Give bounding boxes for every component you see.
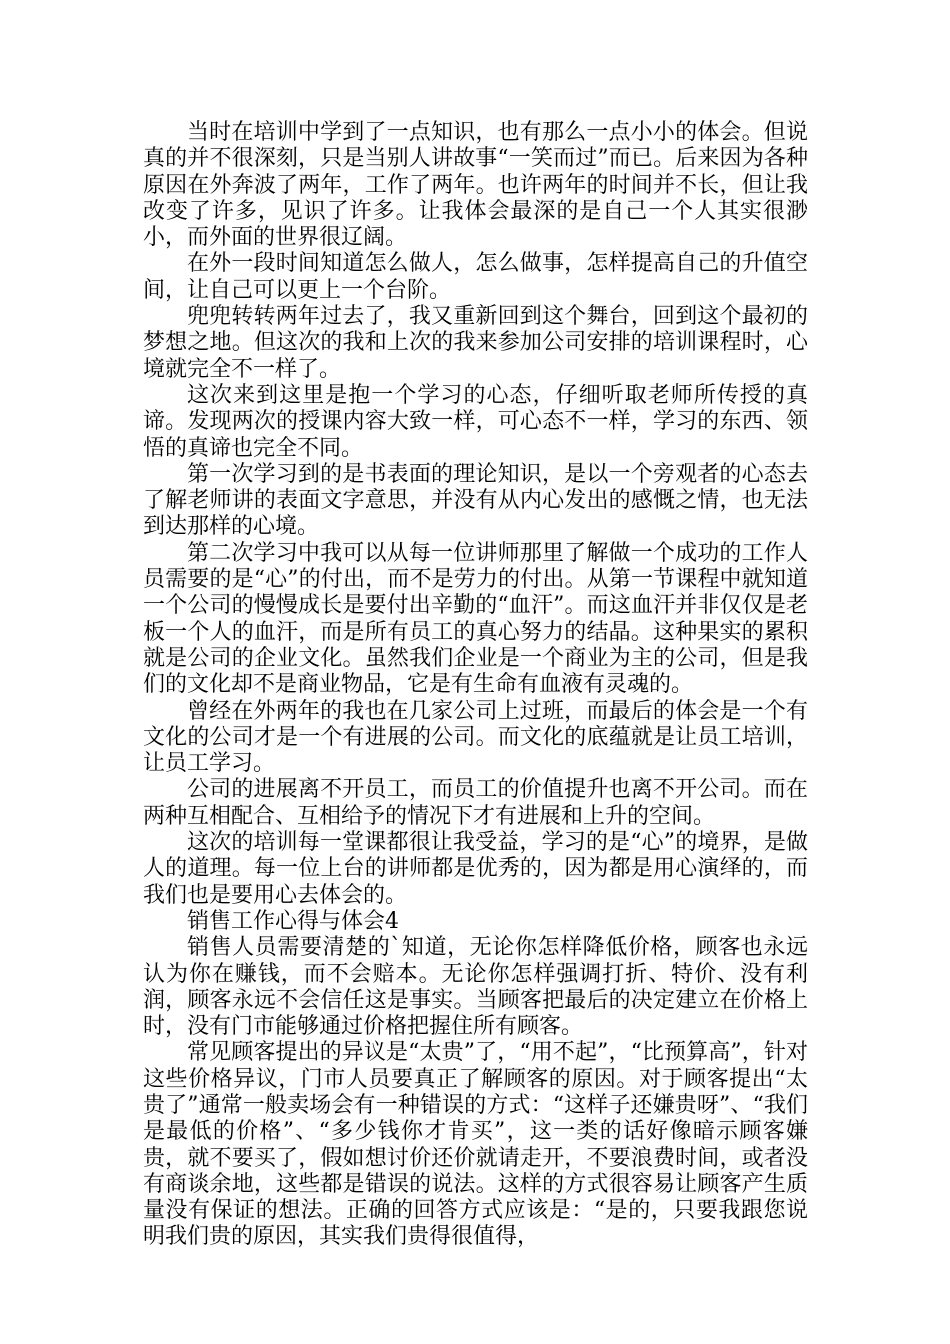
paragraph-company-growth: 公司的进展离不开员工，而员工的价值提升也离不开公司。而在两种互相配合、互相给予的情况下才有进展和上升的空间。 — [143, 777, 808, 829]
document-page — [143, 120, 808, 1251]
paragraph-training-benefit: 这次的培训每一堂课都很让我受益，学习的是“心”的境界，是做人的道理。每一位上台的讲师都是优秀的，因为都是用心演绎的，而我们也是要用心去体会的。 — [143, 830, 808, 908]
paragraph-outside-experience: 在外一段时间知道怎么做人，怎么做事，怎样提高自己的升值空间，让自己可以更上一个台阶。 — [143, 251, 808, 303]
paragraph-second-study: 第二次学习中我可以从每一位讲师那里了解做一个成功的工作人员需要的是“心”的付出，而不是劳力的付出。从第一节课程中就知道一个公司的慢慢成长是要付出辛勤的“血汗”。而这血汗并非仅仅是老板一个人的血汗，而是所有员工的真心努力的结晶。这种果实的累积就是公司的企业文化。虽然我们企业是一个商业为主的公司，但是我们的文化却不是商业物品，它是有生命有血液有灵魂的。 — [143, 540, 808, 698]
paragraph-return-to-stage: 兜兜转转两年过去了，我又重新回到这个舞台，回到这个最初的梦想之地。但这次的我和上次的我来参加公司安排的培训课程时，心境就完全不一样了。 — [143, 304, 808, 382]
paragraph-sales-price: 销售人员需要清楚的`知道，无论你怎样降低价格，顾客也永远认为你在赚钱，而不会赔本。无论你怎样强调打折、特价、没有利润，顾客永远不会信任这是事实。当顾客把最后的决定建立在价格上时，没有门市能够通过价格把握住所有顾客。 — [143, 935, 808, 1040]
paragraph-price-objection: 常见顾客提出的异议是“太贵”了，“用不起”，“比预算高”，针对这些价格异议，门市人员要真正了解顾客的原因。对于顾客提出“太贵了”通常一般卖场会有一种错误的方式：“这样子还嫌贵呀”、“我们是最低的价格”、“多少钱你才肯买”，这一类的话好像暗示顾客嫌贵，就不要买了，假如想讨价还价就请走开，不要浪费时间，或者没有商谈余地，这些都是错误的说法。这样的方式很容易让顾客产生质量没有保证的想法。正确的回答方式应该是：“是的，只要我跟您说明我们贵的原因，其实我们贵得很值得， — [143, 1040, 808, 1250]
paragraph-learning-attitude: 这次来到这里是抱一个学习的心态，仔细听取老师所传授的真谛。发现两次的授课内容大致一样，可心态不一样，学习的东西、领悟的真谛也完全不同。 — [143, 382, 808, 461]
paragraph-training-reflection: 当时在培训中学到了一点知识，也有那么一点小小的体会。但说真的并不很深刻，只是当别人讲故事“一笑而过”而已。后来因为各种原因在外奔波了两年，工作了两年。也许两年的时间并不长，但让我改变了许多，见识了许多。让我体会最深的是自己一个人其实很渺小，而外面的世界很辽阔。 — [143, 120, 808, 251]
paragraph-company-culture: 曾经在外两年的我也在几家公司上过班，而最后的体会是一个有文化的公司才是一个有进展的公司。而文化的底蕴就是让员工培训，让员工学习。 — [143, 698, 808, 777]
paragraph-first-study: 第一次学习到的是书表面的理论知识，是以一个旁观者的心态去了解老师讲的表面文字意思，并没有从内心发出的感慨之情，也无法到达那样的心境。 — [143, 461, 808, 540]
section-heading: 销售工作心得与体会4 — [187, 908, 399, 934]
